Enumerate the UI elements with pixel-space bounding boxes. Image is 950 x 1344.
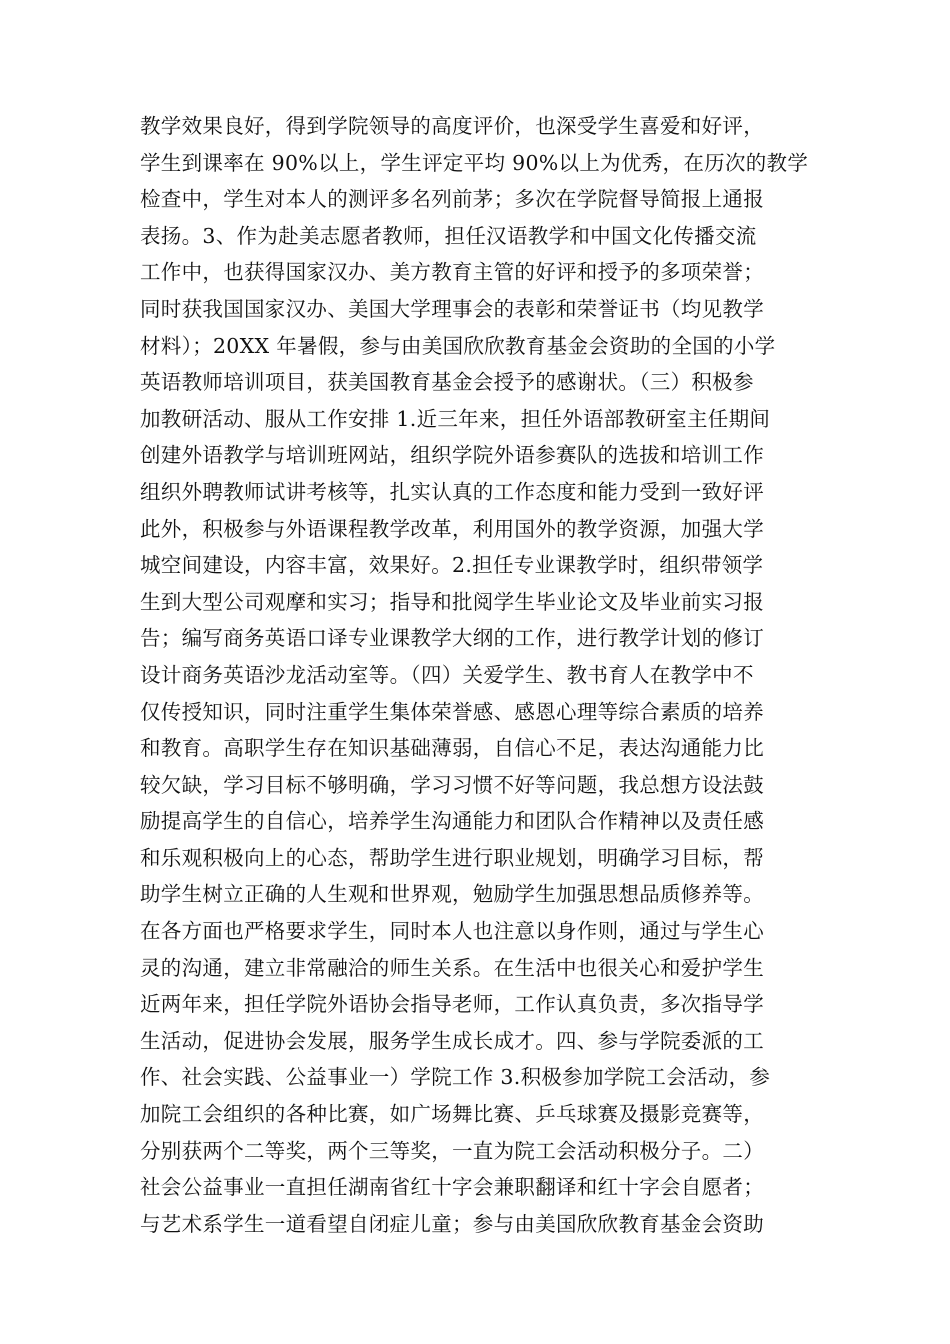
text-line: 此外，积极参与外语课程教学改革，利用国外的教学资源，加强大学 xyxy=(140,516,764,541)
text-line: 作、社会实践、公益事业一）学院工作 3.积极参加学院工会活动，参 xyxy=(140,1065,771,1090)
text-line: 教学效果良好，得到学院领导的高度评价，也深受学生喜爱和好评， xyxy=(140,114,764,138)
text-line: 生活动，促进协会发展，服务学生成长成才。四、参与学院委派的工 xyxy=(140,1028,764,1053)
text-line: 近两年来，担任学院外语协会指导老师，工作认真负责，多次指导学 xyxy=(140,992,764,1017)
text-line: 分别获两个二等奖，两个三等奖，一直为院工会活动积极分子。二） xyxy=(140,1138,764,1163)
body-text xyxy=(140,108,830,1242)
text-line: 创建外语教学与培训班网站，组织学院外语参赛队的选拔和培训工作 xyxy=(140,443,764,468)
text-line: 检查中，学生对本人的测评多名列前茅；多次在学院督导简报上通报 xyxy=(140,187,764,212)
text-line: 表扬。3、作为赴美志愿者教师，担任汉语教学和中国文化传播交流 xyxy=(140,223,757,248)
text-line: 和乐观积极向上的心态，帮助学生进行职业规划，明确学习目标，帮 xyxy=(140,845,764,870)
text-line: 仅传授知识，同时注重学生集体荣誉感、感恩心理等综合素质的培养 xyxy=(140,699,764,724)
text-line: 告；编写商务英语口译专业课教学大纲的工作，进行教学计划的修订 xyxy=(140,626,764,651)
text-line: 在各方面也严格要求学生，同时本人也注意以身作则，通过与学生心 xyxy=(140,919,764,944)
text-line: 加教研活动、服从工作安排 1.近三年来，担任外语部教研室主任期间 xyxy=(140,406,771,431)
text-line: 加院工会组织的各种比赛，如广场舞比赛、乒乓球赛及摄影竞赛等， xyxy=(140,1102,764,1127)
text-line: 材料）；20XX 年暑假，参与由美国欣欣教育基金会资助的全国的小学 xyxy=(140,333,776,358)
text-line: 同时获我国国家汉办、美国大学理事会的表彰和荣誉证书（均见教学 xyxy=(140,296,764,321)
text-line: 学生到课率在 90%以上，学生评定平均 90%以上为优秀，在历次的教学 xyxy=(140,150,809,175)
text-line: 与艺术系学生一道看望自闭症儿童；参与由美国欣欣教育基金会资助 xyxy=(140,1211,764,1236)
text-line: 英语教师培训项目，获美国教育基金会授予的感谢状。（三）积极参 xyxy=(140,370,754,395)
text-line: 组织外聘教师试讲考核等，扎实认真的工作态度和能力受到一致好评 xyxy=(140,479,764,504)
text-line: 灵的沟通，建立非常融洽的师生关系。在生活中也很关心和爱护学生 xyxy=(140,955,764,980)
text-line: 较欠缺，学习目标不够明确，学习习惯不好等问题，我总想方设法鼓 xyxy=(140,772,764,797)
text-line: 生到大型公司观摩和实习；指导和批阅学生毕业论文及毕业前实习报 xyxy=(140,589,764,614)
text-line: 和教育。高职学生存在知识基础薄弱，自信心不足，表达沟通能力比 xyxy=(140,736,764,761)
text-line: 城空间建设，内容丰富，效果好。2.担任专业课教学时，组织带领学 xyxy=(140,553,764,578)
text-line: 工作中，也获得国家汉办、美方教育主管的好评和授予的多项荣誉； xyxy=(140,260,764,285)
text-line: 助学生树立正确的人生观和世界观，勉励学生加强思想品质修养等。 xyxy=(140,882,764,907)
text-line: 励提高学生的自信心，培养学生沟通能力和团队合作精神以及责任感 xyxy=(140,809,764,834)
text-line: 社会公益事业一直担任湖南省红十字会兼职翻译和红十字会自愿者； xyxy=(140,1175,764,1200)
text-line: 设计商务英语沙龙活动室等。（四）关爱学生、教书育人在教学中不 xyxy=(140,662,754,687)
